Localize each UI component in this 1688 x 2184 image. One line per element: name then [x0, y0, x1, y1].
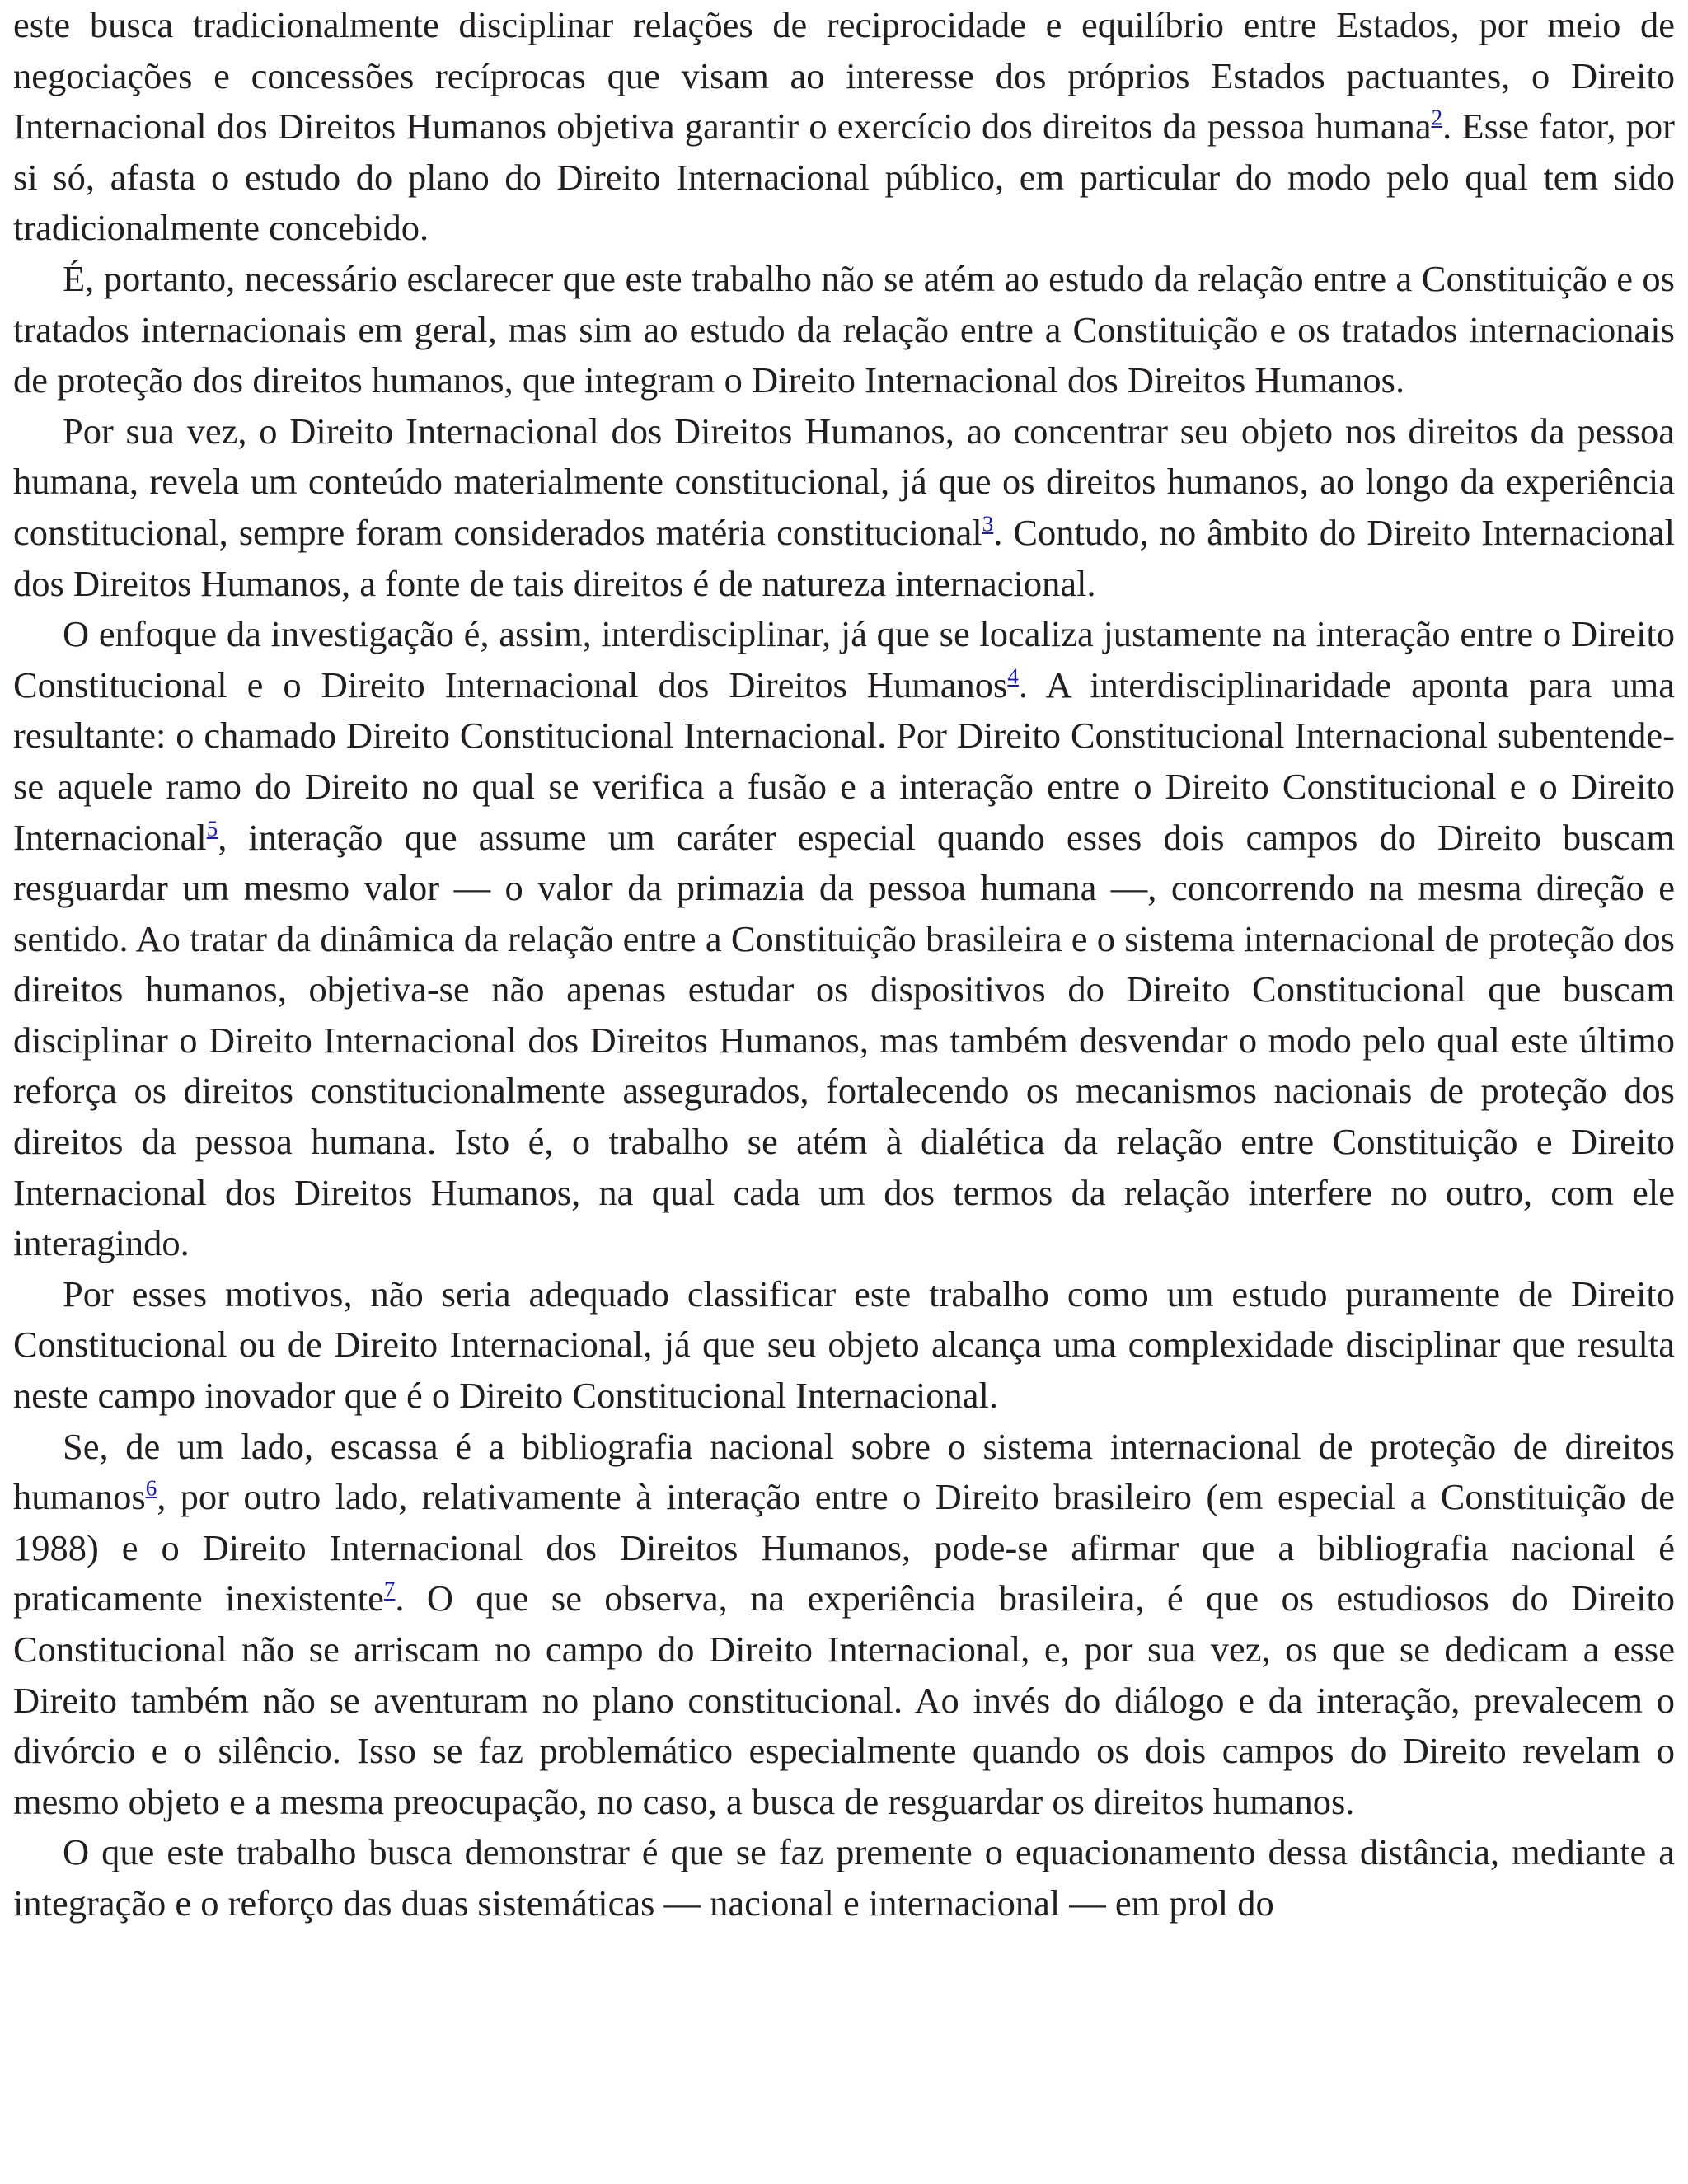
paragraph-text: . O que se observa, na experiência brasileira, é que os estudiosos do Direito Constitucional não se arriscam no campo do Direito Internacional, e, por sua vez, os que se dedicam a esse Direito também não se aventuram no plano constitucional. Ao invés do diálogo e da interação, prevalecem o divórcio e o silêncio. Isso se faz problemático especialmente quando os dois campos do Direito revelam o mesmo objeto e a mesma preocupação, no caso, a busca de resguardar os direitos humanos. — [13, 1577, 1675, 1822]
footnote-link-2[interactable]: 2 — [1431, 105, 1443, 130]
paragraph-text: . Contudo, no âmbito do Direito Internacional dos Direitos Humanos, a fonte de tais direitos é de natureza internacional. — [13, 511, 1675, 604]
paragraph-text: . Esse fator, por si só, afasta o estudo do plano do Direito Internacional público, em particular do modo pelo qual tem sido tradicionalmente concebido. — [13, 105, 1676, 249]
footnote-link-7[interactable]: 7 — [383, 1577, 396, 1602]
paragraph-text: O enfoque da investigação é, assim, interdisciplinar, já que se localiza justamente na interação entre o Direito Constitucional e o Direito Internacional dos Direitos Humanos — [13, 613, 1675, 705]
paragraph-text: , por outro lado, relativamente à interação entre o Direito brasileiro (em especial a Constituição de 1988) e o Direito Internacional dos Direitos Humanos, pode-se afirmar que a bibliografia nacional é praticamente inexistente — [13, 1476, 1675, 1619]
paragraph — [13, 1422, 1675, 1828]
paragraph-text: É, portanto, necessário esclarecer que este trabalho não se atém ao estudo da relação entre a Constituição e os tratados internacionais em geral, mas sim ao estudo da relação entre a Constituição e os tratados internacionais de proteção dos direitos humanos, que integram o Direito Internacional dos Direitos Humanos. — [13, 257, 1675, 401]
paragraph-text: O que este trabalho busca demonstrar é que se faz premente o equacionamento dessa distância, mediante a integração e o reforço das duas sistemáticas — nacional e internacional — em prol do — [13, 1831, 1675, 1924]
footnote-link-4[interactable]: 4 — [1007, 663, 1019, 688]
paragraph — [13, 406, 1675, 609]
paragraph — [13, 0, 1675, 254]
footnote-link-6[interactable]: 6 — [145, 1475, 157, 1501]
paragraph — [13, 254, 1675, 406]
paragraph — [13, 609, 1675, 1269]
document-page — [13, 0, 1675, 1929]
paragraph-text: Se, de um lado, escassa é a bibliografia nacional sobre o sistema internacional de proteção de direitos humanos — [13, 1425, 1675, 1518]
paragraph — [13, 1827, 1675, 1929]
paragraph — [13, 1269, 1675, 1422]
paragraph-text: Por sua vez, o Direito Internacional dos Direitos Humanos, ao concentrar seu objeto nos direitos da pessoa humana, revela um conteúdo materialmente constitucional, já que os direitos humanos, ao longo da experiência constitucional, sempre foram considerados matéria constitucional — [13, 410, 1675, 553]
paragraph-text: . A interdisciplinaridade aponta para uma resultante: o chamado Direito Constitucional Internacional. Por Direito Constitucional Internacional subentende-se aquele ramo do Direito no qual se verifica a fusão e a interação entre o Direito Constitucional e o Direito Internacional — [13, 663, 1675, 858]
paragraph-text: este busca tradicionalmente disciplinar relações de reciprocidade e equilíbrio entre Estados, por meio de negociações e concessões recíprocas que visam ao interesse dos próprios Estados pactuantes, o Direito Internacional dos Direitos Humanos objetiva garantir o exercício dos direitos da pessoa humana — [13, 4, 1675, 148]
footnote-link-3[interactable]: 3 — [982, 511, 994, 537]
paragraph-text: , interação que assume um caráter especial quando esses dois campos do Direito buscam resguardar um mesmo valor — o valor da primazia da pessoa humana —, concorrendo na mesma direção e sentido. Ao tratar da dinâmica da relação entre a Constituição brasileira e o sistema internacional de proteção dos direitos humanos, objetiva-se não apenas estudar os dispositivos do Direito Constitucional que buscam disciplinar o Direito Internacional dos Direitos Humanos, mas também desvendar o modo pelo qual este último reforça os direitos constitucionalmente assegurados, fortalecendo os mecanismos nacionais de proteção dos direitos da pessoa humana. Isto é, o trabalho se atém à dialética da relação entre Constituição e Direito Internacional dos Direitos Humanos, na qual cada um dos termos da relação interfere no outro, com ele interagindo. — [13, 816, 1675, 1264]
footnote-link-5[interactable]: 5 — [206, 815, 218, 841]
paragraph-text: Por esses motivos, não seria adequado classificar este trabalho como um estudo puramente de Direito Constitucional ou de Direito Internacional, já que seu objeto alcança uma complexidade disciplinar que resulta neste campo inovador que é o Direito Constitucional Internacional. — [13, 1272, 1675, 1417]
